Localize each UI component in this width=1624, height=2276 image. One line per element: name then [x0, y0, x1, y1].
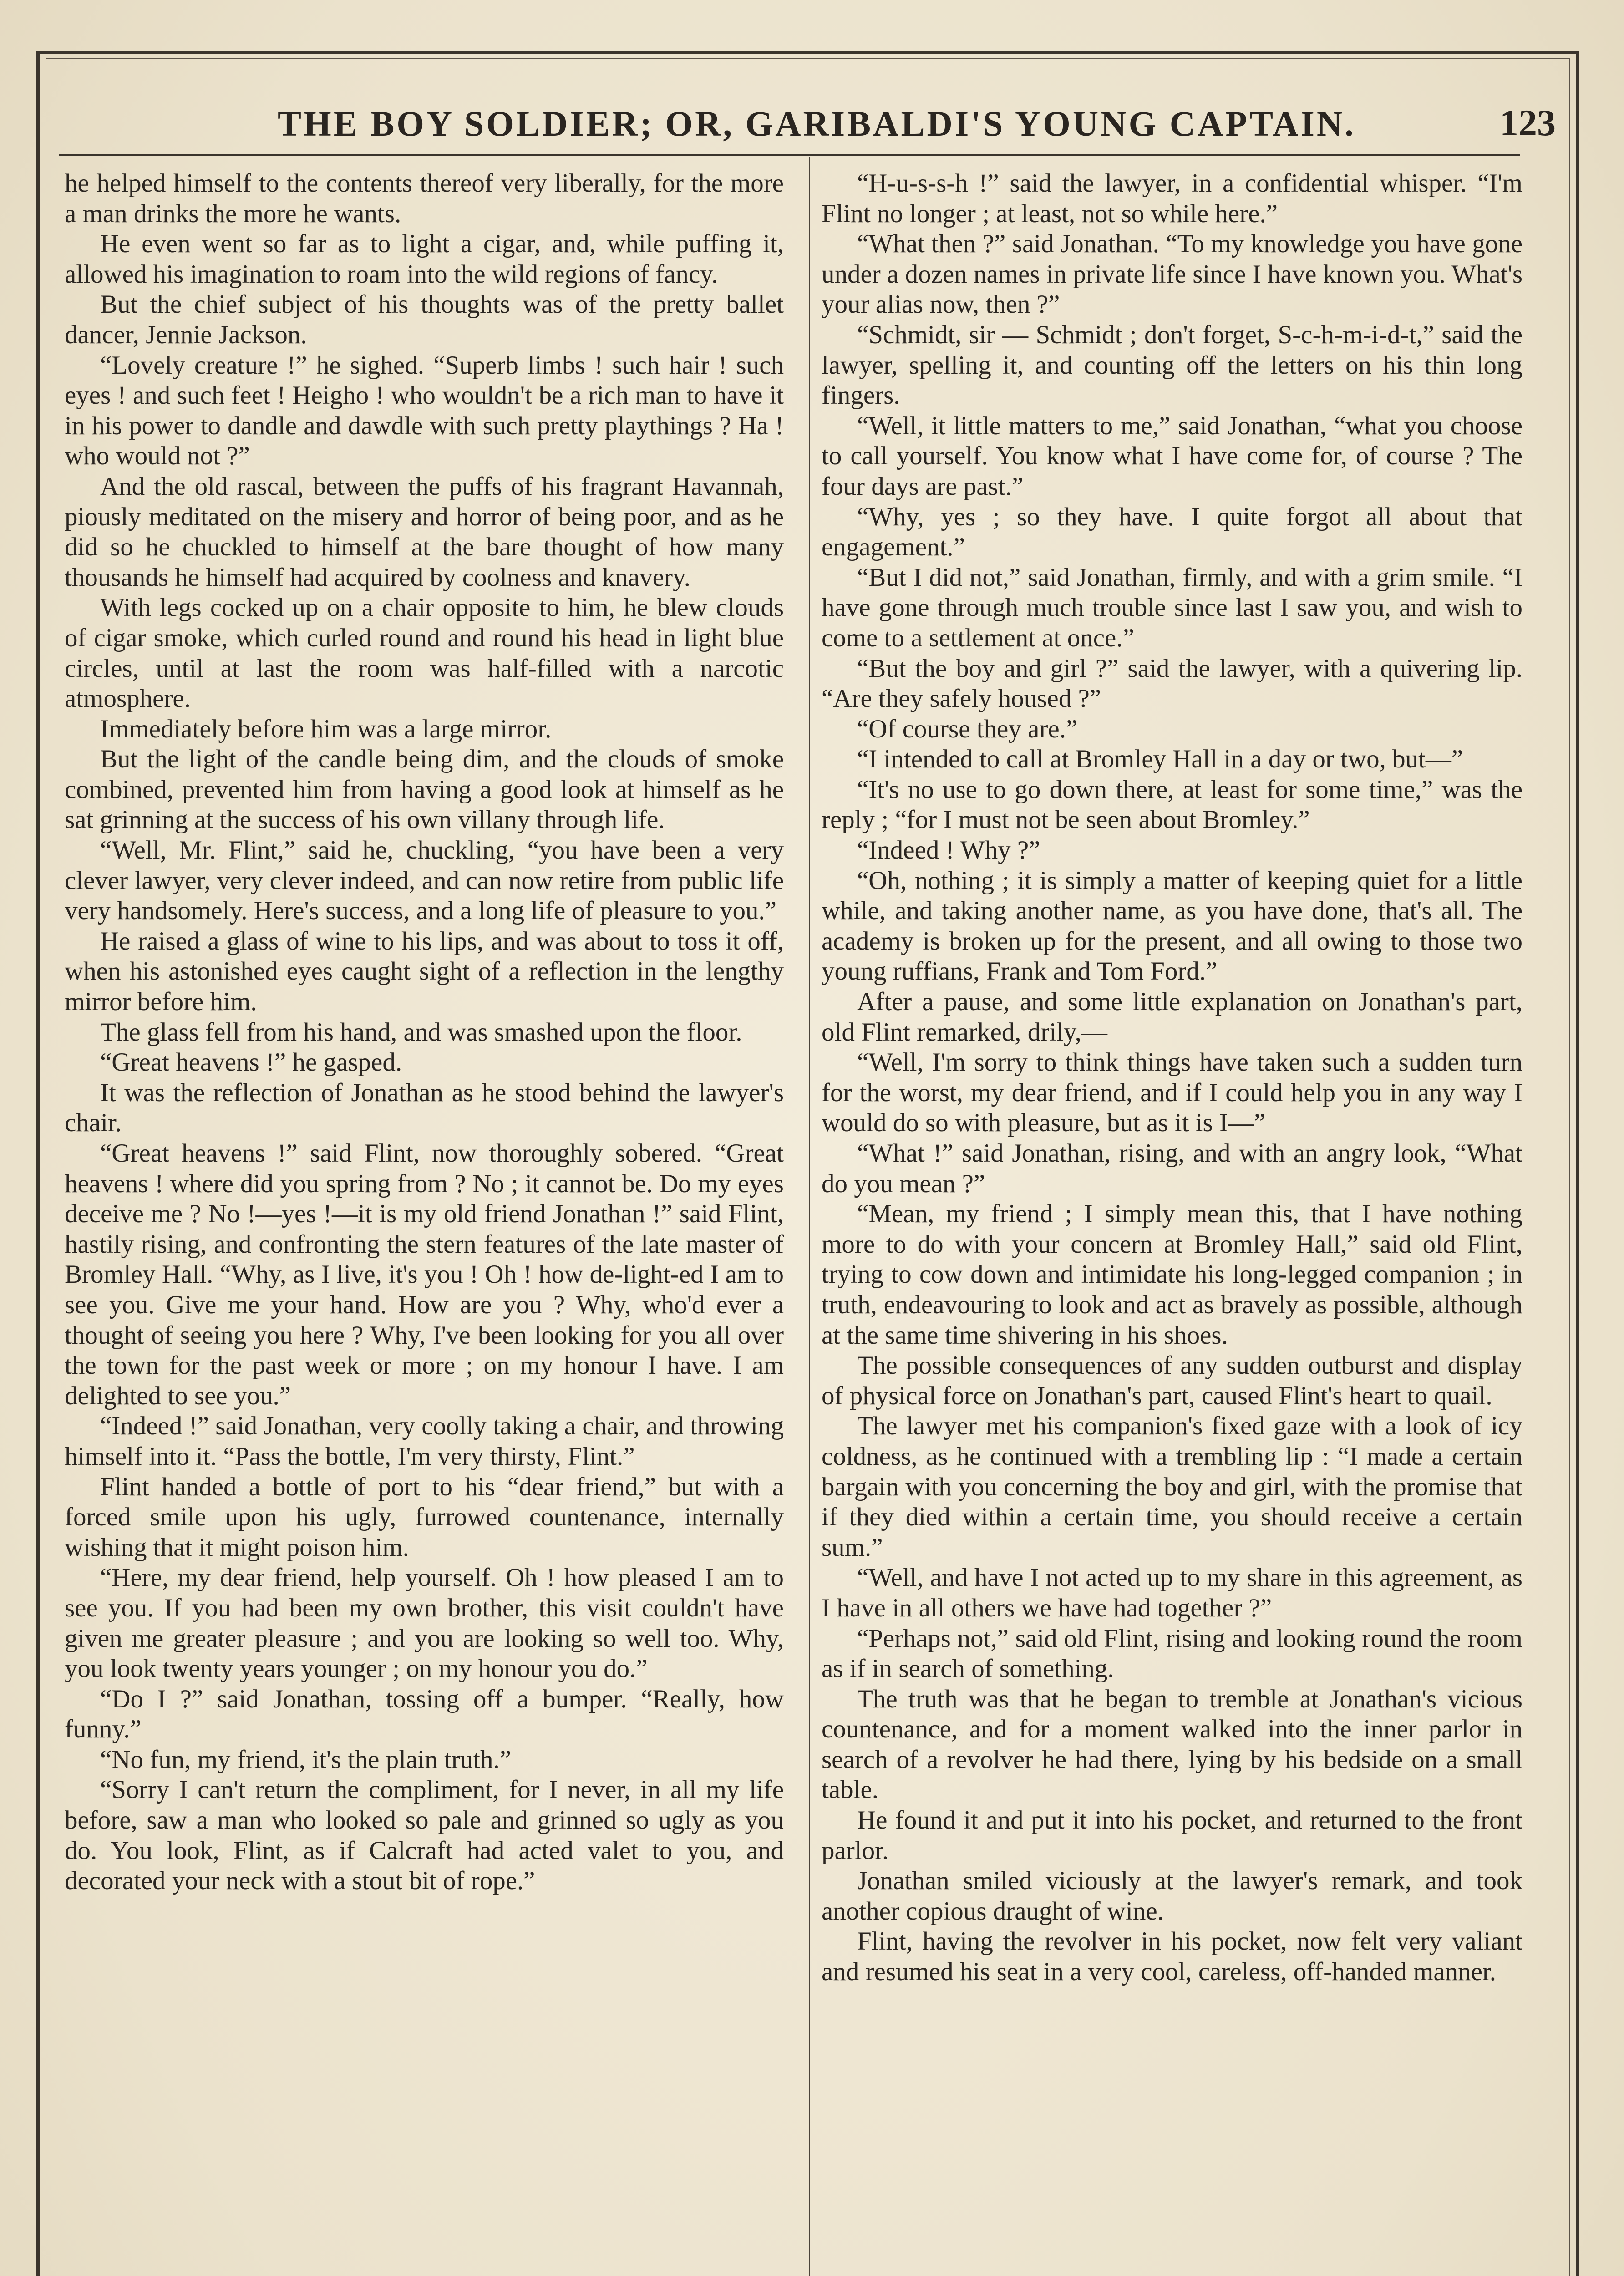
right-column	[822, 168, 1522, 2276]
paragraph: Flint, having the revolver in his pocket, now felt very valiant and resumed his seat in a very cool, careless, off-handed manner.	[822, 1927, 1522, 1986]
paragraph: Immediately before him was a large mirror.	[100, 714, 552, 743]
page-number: 123	[1500, 102, 1556, 143]
paragraph: Flint handed a bottle of port to his “dear friend,” but with a forced smile upon his ugly, furrowed countenance, internally wishing that it might poison him.	[65, 1472, 784, 1562]
paragraph: “Perhaps not,” said old Flint, rising and looking round the room as if in search of something.	[822, 1624, 1522, 1683]
paragraph: He raised a glass of wine to his lips, and was about to toss it off, when his astonished eyes caught sight of a reflection in the lengthy mirror before him.	[65, 926, 784, 1016]
paragraph: “Oh, nothing ; it is simply a matter of keeping quiet for a little while, and taking another name, as you have done, that's all. The academy is broken up for the present, and all owing to those two young ruffians, Frank and Tom Ford.”	[822, 866, 1522, 986]
paragraph: The truth was that he began to tremble at Jonathan's vicious countenance, and for a moment walked into the inner parlor in search of a revolver he had there, lying by his bedside on a small table.	[822, 1684, 1522, 1804]
paragraph: The possible consequences of any sudden outburst and display of physical force on Jonathan's part, caused Flint's heart to quail.	[822, 1351, 1522, 1410]
paragraph: It was the reflection of Jonathan as he stood behind the lawyer's chair.	[65, 1078, 784, 1138]
paragraph: “Here, my dear friend, help yourself. Oh ! how pleased I am to see you. If you had been my own brother, this visit couldn't have given me greater pleasure ; and you are looking so well too. Why, you look twenty years younger ; on my honour you do.”	[65, 1563, 784, 1683]
paragraph: “Schmidt, sir — Schmidt ; don't forget, S-c-h-m-i-d-t,” said the lawyer, spelling it, and counting off the letters on his thin long fingers.	[822, 320, 1522, 410]
paragraph: And the old rascal, between the puffs of his fragrant Havannah, piously meditated on the misery and horror of being poor, and as he did so he chuckled to himself at the bare thought of how many thousands he himself had acquired by coolness and knavery.	[65, 472, 784, 592]
paragraph: “Mean, my friend ; I simply mean this, that I have nothing more to do with your concern at Bromley Hall,” said old Flint, trying to cow down and intimidate his long-legged companion ; in truth, endeavouring to look and act as bravely as possible, although at the same time shivering in his shoes.	[822, 1199, 1522, 1350]
column-divider	[809, 157, 810, 2276]
paragraph: The glass fell from his hand, and was smashed upon the floor.	[100, 1017, 742, 1047]
paragraph: “Well, Mr. Flint,” said he, chuckling, “you have been a very clever lawyer, very clever indeed, and can now retire from public life very handsomely. Here's success, and a long life of pleasure to you.”	[65, 836, 784, 925]
paragraph: “Do I ?” said Jonathan, tossing off a bumper. “Really, how funny.”	[65, 1684, 784, 1744]
paragraph: “What then ?” said Jonathan. “To my knowledge you have gone under a dozen names in private life since I have known you. What's your alias now, then ?”	[822, 229, 1522, 319]
header-rule	[59, 154, 1520, 156]
paragraph: The lawyer met his companion's fixed gaze with a look of icy coldness, as he continued with a trembling lip : “I made a certain bargain with you concerning the boy and girl, with the promise that if they died within a certain time, you should receive a certain sum.”	[822, 1412, 1522, 1562]
running-title: THE BOY SOLDIER; OR, GARIBALDI'S YOUNG CAPTAIN.	[278, 104, 1356, 143]
paragraph: With legs cocked up on a chair opposite to him, he blew clouds of cigar smoke, which curled round and round his head in light blue circles, until at last the room was half-filled with a narcotic atmosphere.	[65, 593, 784, 713]
paragraph: “H-u-s-s-h !” said the lawyer, in a confidential whisper. “I'm Flint no longer ; at least, not so while here.”	[822, 169, 1522, 228]
paragraph: “Sorry I can't return the compliment, for I never, in all my life before, saw a man who looked so pale and grinned so ugly as you do. You look, Flint, as if Calcraft had acted valet to you, and decorated your neck with a stout bit of rope.”	[65, 1775, 784, 1895]
paragraph: “Great heavens !” said Flint, now thoroughly sobered. “Great heavens ! where did you spring from ? No ; it cannot be. Do my eyes deceive me ? No !—yes !—it is my old friend Jonathan !” said Flint, hastily rising, and confronting the stern features of the late master of Bromley Hall. “Why, as I live, it's you ! Oh ! how de-light-ed I am to see you. Give me your hand. How are you ? Why, who'd ever a thought of seeing you here ? Why, I've been looking for you all over the town for the past week or more ; on my honour I have. I am delighted to see you.”	[65, 1139, 784, 1410]
paragraph: “But I did not,” said Jonathan, firmly, and with a grim smile. “I have gone through much trouble since last I saw you, and wish to come to a settlement at once.”	[822, 563, 1522, 652]
paragraph: “Great heavens !” he gasped.	[100, 1048, 402, 1077]
paragraph: “No fun, my friend, it's the plain truth.”	[100, 1745, 512, 1774]
paragraph: “Indeed ! Why ?”	[857, 836, 1040, 865]
paragraph: “I intended to call at Bromley Hall in a day or two, but—”	[857, 745, 1463, 774]
paragraph: “Well, I'm sorry to think things have taken such a sudden turn for the worst, my dear friend, and if I could help you in any way I would do so with pleasure, but as it is I—”	[822, 1048, 1522, 1138]
page-header	[68, 98, 1570, 143]
paragraph: “What !” said Jonathan, rising, and with an angry look, “What do you mean ?”	[822, 1139, 1522, 1198]
paragraph: “Well, it little matters to me,” said Jonathan, “what you choose to call yourself. You know what I have come for, of course ? The four days are past.”	[822, 411, 1522, 501]
paragraph: “It's no use to go down there, at least for some time,” was the reply ; “for I must not be seen about Bromley.”	[822, 775, 1522, 834]
paragraph: He even went so far as to light a cigar, and, while puffing it, allowed his imagination to roam into the wild regions of fancy.	[65, 229, 784, 289]
paragraph: “But the boy and girl ?” said the lawyer, with a quivering lip. “Are they safely housed ?”	[822, 654, 1522, 713]
paragraph: “Why, yes ; so they have. I quite forgot all about that engagement.”	[822, 502, 1522, 562]
paragraph: “Lovely creature !” he sighed. “Superb limbs ! such hair ! such eyes ! and such feet ! Heigho ! who wouldn't be a rich man to have it in his power to dandle and dawdle with such pretty playthings ? Ha ! who would not ?”	[65, 351, 784, 471]
paragraph: he helped himself to the contents thereof very liberally, for the more a man drinks the more he wants.	[65, 169, 784, 228]
paragraph: “Indeed !” said Jonathan, very coolly taking a chair, and throwing himself into it. “Pass the bottle, I'm very thirsty, Flint.”	[65, 1412, 784, 1471]
left-column	[65, 168, 784, 2276]
paragraph: Jonathan smiled viciously at the lawyer's remark, and took another copious draught of wine.	[822, 1866, 1522, 1925]
paragraph: He found it and put it into his pocket, and returned to the front parlor.	[822, 1806, 1522, 1865]
paragraph: But the light of the candle being dim, and the clouds of smoke combined, prevented him from having a good look at himself as he sat grinning at the success of his own villany through life.	[65, 745, 784, 834]
paragraph: “Of course they are.”	[857, 714, 1078, 743]
paragraph: After a pause, and some little explanation on Jonathan's part, old Flint remarked, drily,—	[822, 987, 1522, 1047]
paragraph: “Well, and have I not acted up to my share in this agreement, as I have in all others we have had together ?”	[822, 1563, 1522, 1622]
paragraph: But the chief subject of his thoughts was of the pretty ballet dancer, Jennie Jackson.	[65, 290, 784, 349]
